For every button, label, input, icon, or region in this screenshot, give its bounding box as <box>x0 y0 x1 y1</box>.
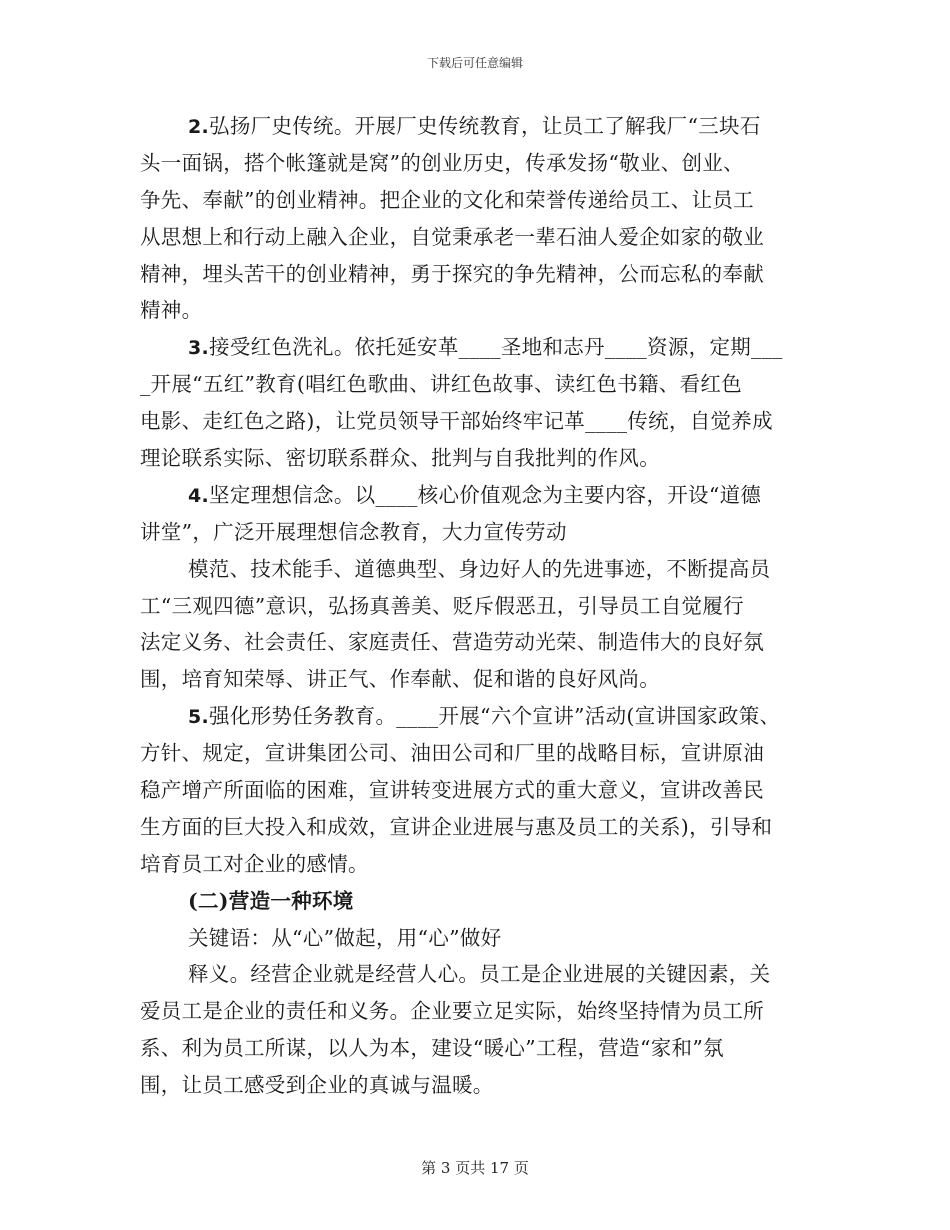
paragraph-line: 围，培育知荣辱、讲正气、作奉献、促和谐的良好风尚。 <box>140 667 660 692</box>
paragraph-line: 精神。 <box>140 298 203 323</box>
paragraph-line: 模范、技术能手、道德典型、身边好人的先进事迹，不断提高员 <box>188 556 771 581</box>
item-number: 2. <box>188 116 210 138</box>
item-number: 3. <box>188 337 210 360</box>
section-heading: (二)营造一种环境 <box>188 888 354 913</box>
paragraph-line: 讲堂”，广泛开展理想信念教育，大力宣传劳动 <box>140 519 567 544</box>
paragraph-line: 系、利为员工所谋，以人为本，建设“暖心”工程，营造“家和”氛 <box>140 1036 724 1061</box>
explanation-paragraph <box>140 956 820 1104</box>
page-header: 下载后可任意编辑 <box>426 56 523 70</box>
page-footer: 第 3 页共 17 页 <box>421 1159 529 1177</box>
paragraph-line: 围，让员工感受到企业的真诚与温暖。 <box>140 1073 494 1098</box>
paragraph-4 <box>140 477 820 551</box>
paragraph-line: 精神，埋头苦干的创业精神，勇于探究的争先精神，公而忘私的奉献 <box>140 261 764 286</box>
paragraph-line: 方针、规定，宣讲集团公司、油田公司和厂里的战略目标，宣讲原油 <box>140 741 764 766</box>
document-body <box>140 108 820 1104</box>
paragraph-line: 头一面锅，搭个帐篷就是窝”的创业历史，传承发扬“敬业、创业、 <box>140 150 744 175</box>
paragraph-3 <box>140 329 820 477</box>
paragraph-line: 爱员工是企业的责任和义务。企业要立足实际，始终坚持情为员工所 <box>140 999 764 1024</box>
paragraph-2 <box>140 108 820 329</box>
paragraph-4-continued <box>140 551 820 699</box>
paragraph-line: 3.接受红色洗礼。依托延安革____圣地和志丹____资源，定期___ <box>188 335 783 360</box>
paragraph-line: 法定义务、社会责任、家庭责任、营造劳动光荣、制造伟大的良好氛 <box>140 630 764 655</box>
paragraph-line: 争先、奉献”的创业精神。把企业的文化和荣誉传递给员工、让员工 <box>140 187 754 212</box>
paragraph-line: 生方面的巨大投入和成效，宣讲企业进展与惠及员工的关系)，引导和 <box>140 814 773 839</box>
paragraph-line: 理论联系实际、密切联系群众、批判与自我批判的作风。 <box>140 446 660 471</box>
paragraph-line: 4.坚定理想信念。以____核心价值观念为主要内容，开设“道德 <box>188 482 762 507</box>
keywords-line: 关键语：从“心”做起，用“心”做好 <box>188 925 502 950</box>
item-number: 4. <box>188 484 210 507</box>
paragraph-line: _开展“五红”教育(唱红色歌曲、讲红色故事、读红色书籍、看红色 <box>140 372 743 397</box>
item-number: 5. <box>188 706 210 729</box>
paragraph-line: 培育员工对企业的感情。 <box>140 851 369 876</box>
paragraph-line: 释义。经营企业就是经营人心。员工是企业进展的关键因素，关 <box>188 962 771 987</box>
paragraph-line: 工“三观四德”意识，弘扬真善美、贬斥假恶丑，引导员工自觉履行 <box>140 593 744 618</box>
paragraph-line: 5.强化形势任务教育。____开展“六个宣讲”活动(宣讲国家政策、 <box>188 704 781 729</box>
paragraph-line: 从思想上和行动上融入企业，自觉秉承老一辈石油人爱企如家的敬业 <box>140 224 764 249</box>
paragraph-line: 电影、走红色之路)，让党员领导干部始终牢记革____传统，自觉养成 <box>140 409 773 434</box>
paragraph-5 <box>140 698 820 882</box>
paragraph-line: 稳产增产所面临的困难，宣讲转变进展方式的重大意义，宣讲改善民 <box>140 778 764 803</box>
paragraph-line: 2.弘扬厂史传统。开展厂史传统教育，让员工了解我厂“三块石 <box>188 114 761 138</box>
